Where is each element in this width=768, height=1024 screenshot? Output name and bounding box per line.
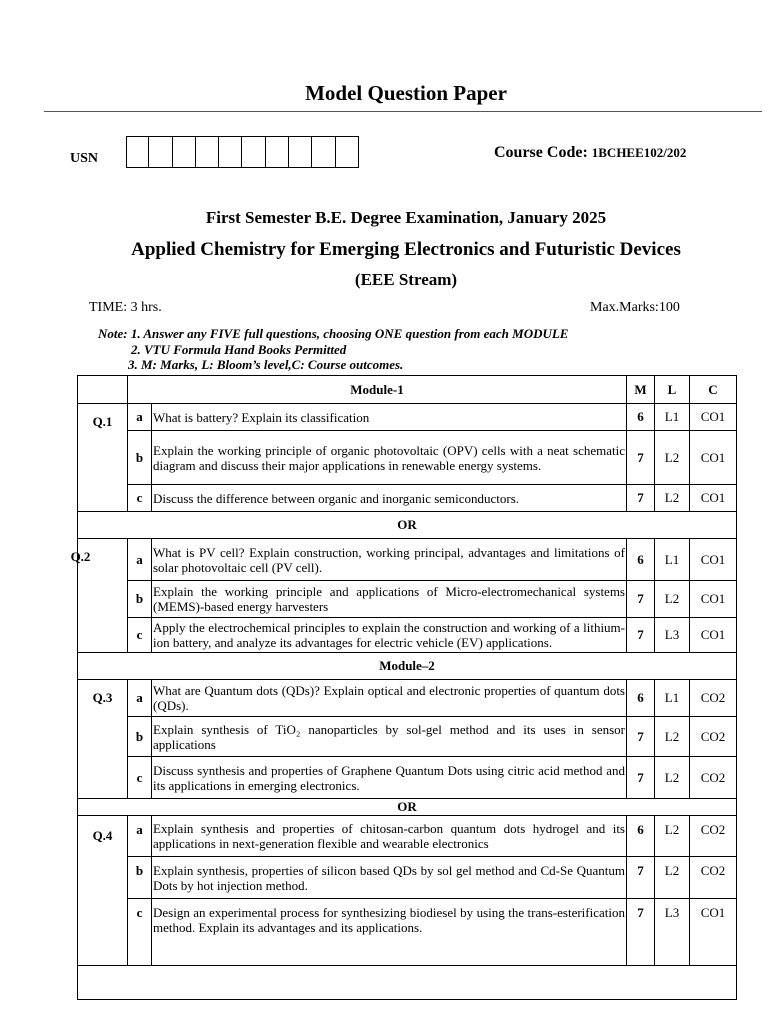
level-header: L xyxy=(655,376,690,404)
level-value: L1 xyxy=(655,539,690,581)
sub-question-label: c xyxy=(128,899,152,966)
course-outcome-value: CO1 xyxy=(690,899,737,966)
question-table xyxy=(70,375,737,1000)
question-text: What is battery? Explain its classification xyxy=(152,404,627,431)
course-outcome-value: CO1 xyxy=(690,485,737,512)
usn-box xyxy=(266,136,289,168)
course-outcome-value: CO2 xyxy=(690,757,737,799)
level-value: L2 xyxy=(655,816,690,857)
question-row xyxy=(78,680,737,717)
course-outcome-value: CO2 xyxy=(690,816,737,857)
usn-box xyxy=(126,136,149,168)
usn-box xyxy=(149,136,172,168)
level-value: L1 xyxy=(655,680,690,717)
question-row xyxy=(78,581,737,618)
usn-box xyxy=(196,136,219,168)
usn-boxes xyxy=(126,136,359,168)
course-outcome-value: CO1 xyxy=(690,431,737,485)
marks-value: 7 xyxy=(627,899,655,966)
marks-value: 7 xyxy=(627,717,655,757)
usn-box xyxy=(312,136,335,168)
max-marks: Max.Marks:100 xyxy=(590,300,680,315)
course-outcome-value: CO2 xyxy=(690,857,737,899)
sub-question-label: a xyxy=(128,539,152,581)
page-title: Model Question Paper xyxy=(305,81,507,105)
title-divider xyxy=(44,111,762,112)
level-value: L3 xyxy=(655,618,690,653)
or-divider: OR xyxy=(78,799,737,816)
course-outcome-value: CO1 xyxy=(690,618,737,653)
question-number: Q.3 xyxy=(78,680,128,799)
sub-question-label: b xyxy=(128,717,152,757)
level-value: L2 xyxy=(655,485,690,512)
course-code-value: 1BCHEE102/202 xyxy=(591,145,687,160)
marks-value: 7 xyxy=(627,485,655,512)
sub-question-label: c xyxy=(128,485,152,512)
marks-value: 6 xyxy=(627,680,655,717)
question-text: Explain the working principle and applications of Micro-electromechanical systems (MEMS)-based energy harvesters xyxy=(152,581,627,618)
question-number: Q.2 xyxy=(78,539,128,653)
empty-footer-row xyxy=(78,966,737,1000)
sub-question-label: a xyxy=(128,680,152,717)
course-outcome-value: CO1 xyxy=(690,539,737,581)
course-code xyxy=(494,144,686,162)
marks-header: M xyxy=(627,376,655,404)
question-text: Discuss the difference between organic and inorganic semiconductors. xyxy=(152,485,627,512)
question-row xyxy=(78,618,737,653)
question-number: Q.4 xyxy=(78,816,128,966)
level-value: L2 xyxy=(655,757,690,799)
level-value: L1 xyxy=(655,404,690,431)
question-text: Explain the working principle of organic photovoltaic (OPV) cells with a neat schematic diagram and discuss their major applications in renewable energy systems. xyxy=(152,431,627,485)
question-row xyxy=(78,404,737,431)
marks-value: 7 xyxy=(627,431,655,485)
sub-question-label: a xyxy=(128,404,152,431)
usn-box xyxy=(219,136,242,168)
course-outcome-value: CO2 xyxy=(690,680,737,717)
level-value: L2 xyxy=(655,717,690,757)
question-row xyxy=(78,857,737,899)
question-text: Explain synthesis of TiO₂ nanoparticles by sol-gel method and its uses in sensor applications xyxy=(152,717,627,757)
level-value: L3 xyxy=(655,899,690,966)
marks-value: 7 xyxy=(627,857,655,899)
usn-box xyxy=(336,136,359,168)
note-line: 2. VTU Formula Hand Books Permitted xyxy=(131,342,347,357)
question-row xyxy=(78,816,737,857)
usn-box xyxy=(173,136,196,168)
level-value: L2 xyxy=(655,857,690,899)
course-outcome-value: CO2 xyxy=(690,717,737,757)
sub-question-label: a xyxy=(128,816,152,857)
course-outcome-value: CO1 xyxy=(690,581,737,618)
usn-box xyxy=(242,136,265,168)
sub-question-label: b xyxy=(128,857,152,899)
question-text: What is PV cell? Explain construction, working principal, advantages and limitations of solar photovoltaic cell (PV cell). xyxy=(152,539,627,581)
question-text: Apply the electrochemical principles to explain the construction and working of a lithium-ion battery, and analyze its advantages for electric vehicle (EV) applications. xyxy=(152,618,627,653)
module-1-header: Module-1 xyxy=(128,376,627,404)
marks-value: 6 xyxy=(627,816,655,857)
marks-value: 6 xyxy=(627,539,655,581)
question-number: Q.1 xyxy=(78,404,128,512)
marks-value: 7 xyxy=(627,581,655,618)
question-row xyxy=(78,899,737,966)
level-value: L2 xyxy=(655,581,690,618)
marks-value: 6 xyxy=(627,404,655,431)
question-row xyxy=(78,431,737,485)
usn-box xyxy=(289,136,312,168)
note-line: Note: 1. Answer any FIVE full questions, choosing ONE question from each MODULE xyxy=(98,326,569,341)
marks-value: 7 xyxy=(627,757,655,799)
question-text: What are Quantum dots (QDs)? Explain optical and electronic properties of quantum dots (QDs). xyxy=(152,680,627,717)
course-outcome-header: C xyxy=(690,376,737,404)
sub-question-label: b xyxy=(128,581,152,618)
note-line: 3. M: Marks, L: Bloom’s level,C: Course outcomes. xyxy=(128,357,404,372)
sub-question-label: b xyxy=(128,431,152,485)
marks-value: 7 xyxy=(627,618,655,653)
usn-label: USN xyxy=(70,151,99,166)
course-outcome-value: CO1 xyxy=(690,404,737,431)
question-text: Explain synthesis, properties of silicon based QDs by sol gel method and Cd-Se Quantum Dots by hot injection method. xyxy=(152,857,627,899)
course-code-label: Course Code: xyxy=(494,144,588,161)
question-row xyxy=(78,757,737,799)
question-row xyxy=(78,717,737,757)
level-value: L2 xyxy=(655,431,690,485)
stream-label: (EEE Stream) xyxy=(354,270,458,289)
or-divider: OR xyxy=(78,512,737,539)
question-row xyxy=(78,539,737,581)
module-2-header: Module–2 xyxy=(78,653,737,680)
question-text: Design an experimental process for synthesizing biodiesel by using the trans-esterification method. Explain its advantages and its applications. xyxy=(152,899,627,966)
subject-title: Applied Chemistry for Emerging Electronics and Futuristic Devices xyxy=(131,239,681,260)
exam-time: TIME: 3 hrs. xyxy=(89,300,162,315)
sub-question-label: c xyxy=(128,618,152,653)
sub-question-label: c xyxy=(128,757,152,799)
question-text: Discuss synthesis and properties of Graphene Quantum Dots using citric acid method and its applications in emerging electronics. xyxy=(152,757,627,799)
exam-title: First Semester B.E. Degree Examination, January 2025 xyxy=(205,208,607,227)
question-text: Explain synthesis and properties of chitosan-carbon quantum dots hydrogel and its applications in next-generation flexible and wearable electronics xyxy=(152,816,627,857)
question-row xyxy=(78,485,737,512)
